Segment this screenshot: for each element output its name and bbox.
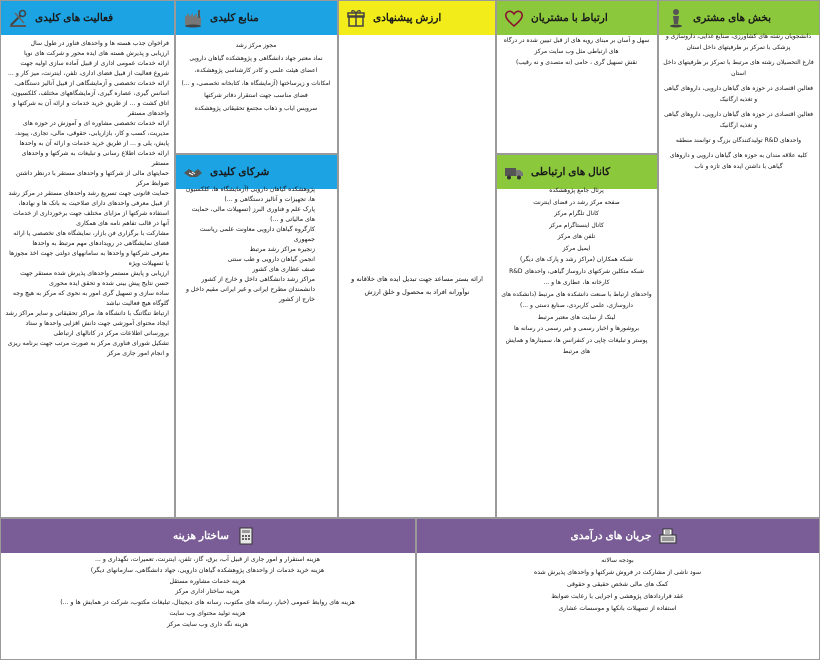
- customer-segment-item: دانشجویان رشته های کشاورزی، صنایع غذایی، داروسازی و پزشکی با تمرکز بر ظرفیتهای داخل استان: [665, 33, 812, 51]
- revenue-item: بودجه سالانه: [601, 557, 634, 564]
- revenue-item: عقد قراردادهای پژوهشی و اجرایی با رعایت ضوابط: [551, 593, 684, 600]
- key-resource-item: امکانات و زیرساختها (آزمایشگاه ها، کتابخانه تخصصی، و ...): [181, 79, 331, 87]
- channels-block: [496, 154, 658, 518]
- revenue-streams-list: [417, 553, 819, 615]
- channel-item: شبکه متکلین شرکتهای داروساز گیاهی، واحدهای R&D کارخانه ها، عطاری ها و ...: [509, 267, 644, 286]
- key-partners-list: [176, 183, 337, 305]
- calculator-icon: [235, 525, 257, 547]
- key-activities-header: [1, 1, 174, 35]
- cost-item: هزینه نگه داری وب سایت مرکز: [167, 620, 248, 628]
- key-resource-item: سرویس ایاب و ذهاب مجتمع تحقیقاتی پژوهشکده: [194, 104, 318, 112]
- key-partner-item: دانشمندان مطرح ایرانی و غیر ایرانی مقیم داخل و خارج از کشور: [185, 286, 315, 303]
- key-partner-item: کارگروه گیاهان دارویی معاونت علمی ریاست جمهوری: [199, 226, 315, 243]
- key-activity-item: ارائه خدمات تخصصی و آزمایشگاهی از قبیل آنالیز دستگاهی، اسانس گیری، عصاره گیری، آزمایشگاههای مختلف، کلکسیون، اتاق کشت و ... از طریق خرید خدمات و ارائه آن به شرکتها و واحدهای مستقر: [11, 80, 169, 117]
- key-partner-item: زنجیره مراکز رشد مرتبط: [249, 246, 315, 253]
- value-propositions-title: ارزش پیشنهادی: [373, 12, 442, 24]
- cost-structure-header: [1, 519, 415, 553]
- value-propositions-block: [338, 0, 496, 518]
- channel-item: پوستر و تبلیغات چاپی در کنفرانس ها، سمینارها و همایش های مرتبط: [505, 336, 648, 355]
- key-activity-item: تشکیل شورای فناوری مرکز به صورت مرتب جهت برنامه ریزی و انجام امور جاری مرکز: [7, 340, 169, 357]
- key-activity-item: ارتباط تنگاتنگ با دانشگاه ها، مراکز تحقیقاتی و سایر مراکز رشد ایجاد محتوای آموزشی جهت دانش افزایی واحدها و ستاد: [5, 310, 169, 327]
- channel-item: کانال اینستاگرام مرکز: [549, 221, 604, 229]
- key-resources-list: [176, 38, 337, 115]
- key-activity-item: حمایت قانونی جهت تسریع رشد واحدهای مستقر در مرکز رشد از قبیل معرفی واحدهای دارای صلاحیت به بانک ها و نهادها، استفاده شرکتها از مزایای مختلف جهت برخورداری از خدمات آنها در قالب تفاهم نامه های همکاری: [8, 190, 169, 227]
- key-resources-title: منابع کلیدی: [210, 12, 259, 24]
- revenue-item: کمک های مالی شخص حقیقی و حقوقی: [566, 581, 669, 588]
- channel-item: لینک از سایت های معتبر مرتبط: [537, 313, 616, 321]
- key-resource-item: نماد معتبر جهاد دانشگاهی و پژوهشکده گیاهان دارویی: [189, 54, 323, 62]
- cost-structure-list: [1, 553, 415, 631]
- key-resource-item: فضای مناسب جهت استقرار دفاتر شرکتها: [204, 92, 308, 99]
- customer-segment-item: فعالین اقتصادی در حوزه های گیاهان دارویی، داروهای گیاهی و تغذیه ارگانیک: [663, 85, 814, 103]
- channel-item: کانال تلگرام مرکز: [554, 210, 599, 217]
- key-resource-item: اعضای هیئت علمی و کادر کارشناسی پژوهشکده،: [194, 67, 318, 74]
- heart-icon: [503, 7, 525, 29]
- key-activity-item: ساده سازی و تسهیل گری امور به نحوی که مرکز به هیچ وجه گلوگاه هیچ فعالیت نباشد: [12, 290, 169, 307]
- key-partners-block: [175, 154, 338, 518]
- cash-register-icon: [657, 525, 679, 547]
- cost-item: هزینه تولید محتوای وب سایت: [169, 609, 246, 617]
- channel-item: واحدهای ارتباط با صنعت دانشکده های مرتبط (دانشکده های داروسازی، علمی کاربردی، صنایع دستی و ...): [501, 290, 652, 309]
- revenue-streams-block: [416, 518, 820, 660]
- key-activity-item: فراخوان جذب هسته ها و واحدهای فناور در طول سال: [30, 40, 169, 47]
- customer-relationships-block: [496, 0, 658, 154]
- channels-list: [497, 183, 657, 358]
- cost-item: هزینه خدمات مشاوره مستقل: [169, 577, 246, 585]
- customer-relationships-header: [497, 1, 657, 35]
- key-partner-item: پارک علم و فناوری البرز (تسهیلات مالی، حمایت های مالیاتی و ...): [191, 206, 315, 223]
- customer-relationship-item: سهل و آسان بر مبنای رویه های از قبل تبیین شده در درگاه های ارتباطی مثل وب سایت مرکز: [503, 37, 650, 55]
- truck-icon: [503, 161, 525, 183]
- channel-item: ایمیل مرکز: [562, 244, 591, 252]
- key-partners-title: شرکای کلیدی: [210, 166, 270, 178]
- cost-item: هزینه خرید خدمات از واحدهای پژوهشکده گیاهان دارویی، جهاد دانشگاهی، سازمانهای دیگر): [90, 566, 325, 574]
- channel-item: پرتال جامع پژوهشکده: [549, 187, 604, 194]
- key-resources-block: [175, 0, 338, 154]
- key-activity-item: ارائه خدمات تخصصی مشاوره ای و آموزش در حوزه های مدیریت، کسب و کار، بازاریابی، حقوقی، مالی، تجاری، پیوند، پایش، یلی و ... از طریق خرید خدمات و ارائه آن به واحدها: [14, 120, 169, 147]
- channel-item: صفحه مرکز رشد در فضای اینترنت: [533, 198, 620, 206]
- handshake-icon: [182, 161, 204, 183]
- revenue-streams-title: جریان های درآمدی: [570, 530, 652, 542]
- key-resources-header: [176, 1, 337, 35]
- key-resource-item: مجوز مرکز رشد: [235, 42, 277, 49]
- cost-item: هزینه ساختار اداری مرکز: [175, 588, 240, 596]
- value-propositions-header: [339, 1, 495, 35]
- customer-relationships-title: ارتباط با مشتریان: [531, 12, 608, 24]
- channel-item: تلفن های مرکز: [557, 233, 596, 240]
- key-activity-item: ارائه خدمات عمومی اداری از قبیل آماده سازی اولیه جهت شروع فعالیت از قبیل فضای اداری، تلفن، اینترنت، میز کار و ...: [7, 60, 169, 77]
- key-activity-item: حمایتهای مالی از شرکتها و واحدهای مستقر با درنظر داشتن ضوابط مرکز: [15, 170, 169, 187]
- key-partner-item: مراکز رشد دانشگاهی داخل و خارج از کشور: [201, 276, 315, 283]
- key-activity-item: ارائه خدمات اطلاع رسانی و تبلیغات به شرکتها و واحدهای مستقر: [21, 150, 169, 167]
- key-activities-list: [1, 37, 174, 359]
- channels-title: کانال های ارتباطی: [531, 166, 611, 178]
- key-partner-item: پژوهشکده گیاهان دارویی (آزمایشگاه ها، کلکسیون ها، تجهیزات و آنالیز دستگاهی و ...): [185, 186, 315, 203]
- channel-item: شبکه همکاران (مراکز رشد و پارک های دیگر): [520, 256, 633, 263]
- key-activity-item: ارزیابی و پایش مستمر واحدهای پذیرش شده مستقر جهت حسن نتایج پیش بینی شده و تحقق ایده محوری: [20, 270, 169, 287]
- cost-structure-title: ساختار هزینه: [173, 530, 229, 542]
- customer-segment-item: کلیه علاقه مندان به حوزه های گیاهان دارویی و داروهای گیاهی با داشتن ایده های تازه و ناب: [669, 152, 808, 170]
- gift-icon: [345, 7, 367, 29]
- key-partner-item: انجمن گیاهان دارویی و طب سنتی: [227, 256, 315, 263]
- customer-segments-block: [658, 0, 820, 518]
- key-activity-item: معرفی شرکتها و واحدها به سامانههای دولتی جهت اخذ مجوزها یا تسهیلات ویژه: [9, 250, 169, 267]
- channel-item: بروشورها و اخبار رسمی و غیر رسمی در رسانه ها: [513, 325, 639, 332]
- customer-relationship-item: نقش تسهیل گری ، حامی (نه متصدی و نه رقیب): [515, 59, 638, 66]
- revenue-streams-header: [417, 519, 819, 553]
- key-activities-block: [0, 0, 175, 518]
- key-activities-title: فعالیت های کلیدی: [35, 12, 114, 24]
- cost-item: هزینه استقرار و امور جاری از قبیل آب، برق، گاز، تلفن، اینترنت، تعمیرات، نگهداری و ...: [94, 556, 320, 563]
- key-activity-item: ارزیابی و پذیرش هسته های ایده محور و شرکت های نوپا: [23, 50, 169, 57]
- revenue-item: سود ناشی از مشارکت در فروش شرکتها و واحدهای پذیرش شده: [533, 569, 702, 576]
- person-icon: [665, 7, 687, 29]
- key-partner-item: صنف عطاری های کشور: [252, 266, 315, 273]
- factory-icon: [182, 7, 204, 29]
- customer-segment-item: فارغ التحصیلان رشته های مرتبط با تمرکز بر ظرفیتهای داخل استان: [663, 59, 814, 77]
- customer-segments-title: بخش های مشتری: [693, 12, 772, 24]
- revenue-item: استفاده از تسهیلات بانکها و موسسات عشاری: [558, 605, 677, 612]
- key-activity-item: برورسانی اطلاعات مرکز در کانالهای ارتباطی: [53, 330, 169, 337]
- customer-segment-item: فعالین اقتصادی در حوزه های گیاهان دارویی، داروهای گیاهی و تغذیه ارگانیک: [663, 111, 814, 129]
- cost-item: هزینه های روابط عمومی (خبار، رسانه های مکتوب، رسانه های دیجیتال، تبلیغات مکتوب، شرکت در همایش ها و ...): [60, 599, 355, 607]
- customer-segment-item: واحدهای R&D تولیدکنندگان بزرگ و توانمند منطقه: [675, 137, 802, 144]
- value-proposition-text: ارائه بستر مساعد جهت تبدیل ایده های خلاقانه و نوآورانه افراد به محصول و خلق ارزش: [351, 275, 483, 296]
- tools-icon: [7, 7, 29, 29]
- customer-relationships-list: [497, 33, 657, 68]
- customer-segments-list: [659, 29, 819, 176]
- cost-structure-block: [0, 518, 416, 660]
- key-activity-item: مشارکت با برگزاری فن بازار، نمایشگاه های تخصصی یا ارائه فضای نمایشگاهی در رویدادهای مهم مرتبط به واحدها: [13, 230, 169, 247]
